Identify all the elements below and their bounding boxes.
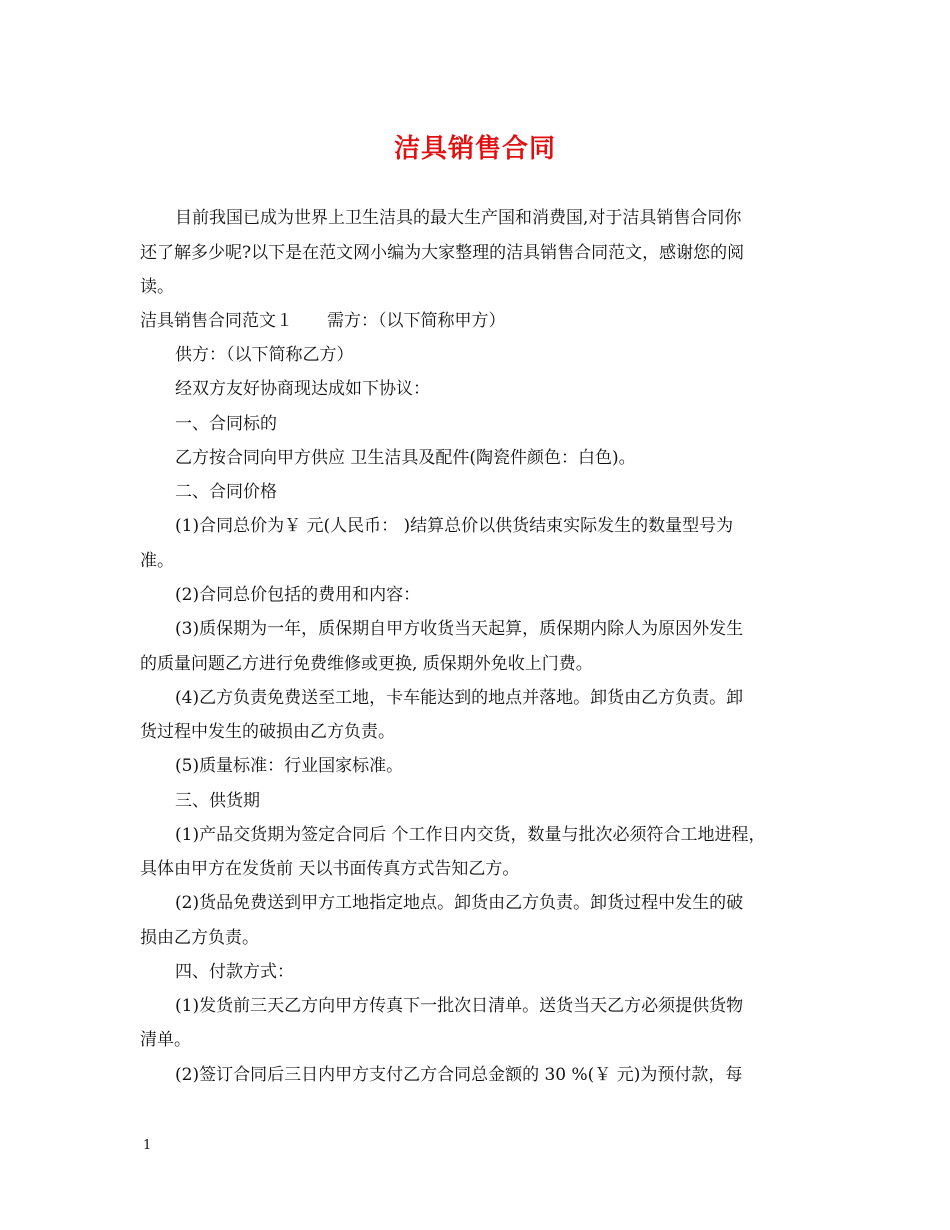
paragraph-line: (2)合同总价包括的费用和内容： <box>175 585 421 605</box>
section-heading: 三、供货期 <box>175 791 260 811</box>
section-heading: 一、合同标的 <box>175 414 277 434</box>
paragraph-line: (2)签订合同后三日内甲方支付乙方合同总金额的 30 %(￥ 元)为预付款，每 <box>175 1065 743 1085</box>
paragraph-line: 的质量问题乙方进行免费维修或更换, 质保期外免收上门费。 <box>140 654 593 674</box>
document-title: 洁具销售合同 <box>393 134 556 164</box>
paragraph-line: 货过程中发生的破损由乙方负责。 <box>140 722 395 742</box>
paragraph-line: 经双方友好协商现达成如下协议： <box>175 379 430 399</box>
paragraph-line: 洁具销售合同范文１ 需方：（以下简称甲方） <box>140 311 506 331</box>
paragraph-line: 乙方按合同向甲方供应 卫生洁具及配件(陶瓷件颜色：白色)。 <box>175 448 636 468</box>
paragraph-line: 具体由甲方在发货前 天以书面传真方式告知乙方。 <box>140 859 520 879</box>
page-number: 1 <box>143 1138 152 1153</box>
paragraph-line: 清单。 <box>140 1030 191 1050</box>
paragraph-line: (4)乙方负责免费送至工地，卡车能达到的地点并落地。卸货由乙方负责。卸 <box>175 688 744 708</box>
section-heading: 二、合同价格 <box>175 482 277 502</box>
paragraph-line: (1)产品交货期为签定合同后 个工作日内交货，数量与批次必须符合工地进程， <box>175 825 766 845</box>
section-heading: 四、付款方式： <box>175 962 294 982</box>
paragraph-line: 还了解多少呢?以下是在范文网小编为大家整理的洁具销售合同范文，感谢您的阅 <box>140 243 745 263</box>
paragraph-line: (5)质量标准：行业国家标准。 <box>175 756 404 776</box>
paragraph-line: (1)发货前三天乙方向甲方传真下一批次日清单。送货当天乙方必须提供货物 <box>175 996 744 1016</box>
paragraph-line: 读。 <box>140 277 174 297</box>
paragraph-line: (2)货品免费送到甲方工地指定地点。卸货由乙方负责。卸货过程中发生的破 <box>175 893 744 913</box>
paragraph-line: 供方：（以下简称乙方） <box>175 345 354 365</box>
paragraph-line: (3)质保期为一年，质保期自甲方收货当天起算，质保期内除人为原因外发生 <box>175 619 744 639</box>
paragraph-line: 损由乙方负责。 <box>140 928 259 948</box>
paragraph-line: 准。 <box>140 551 174 571</box>
paragraph-line: (1)合同总价为￥ 元(人民币： )结算总价以供货结束实际发生的数量型号为 <box>175 516 734 536</box>
paragraph-line: 目前我国已成为世界上卫生洁具的最大生产国和消费国,对于洁具销售合同你 <box>175 208 742 228</box>
